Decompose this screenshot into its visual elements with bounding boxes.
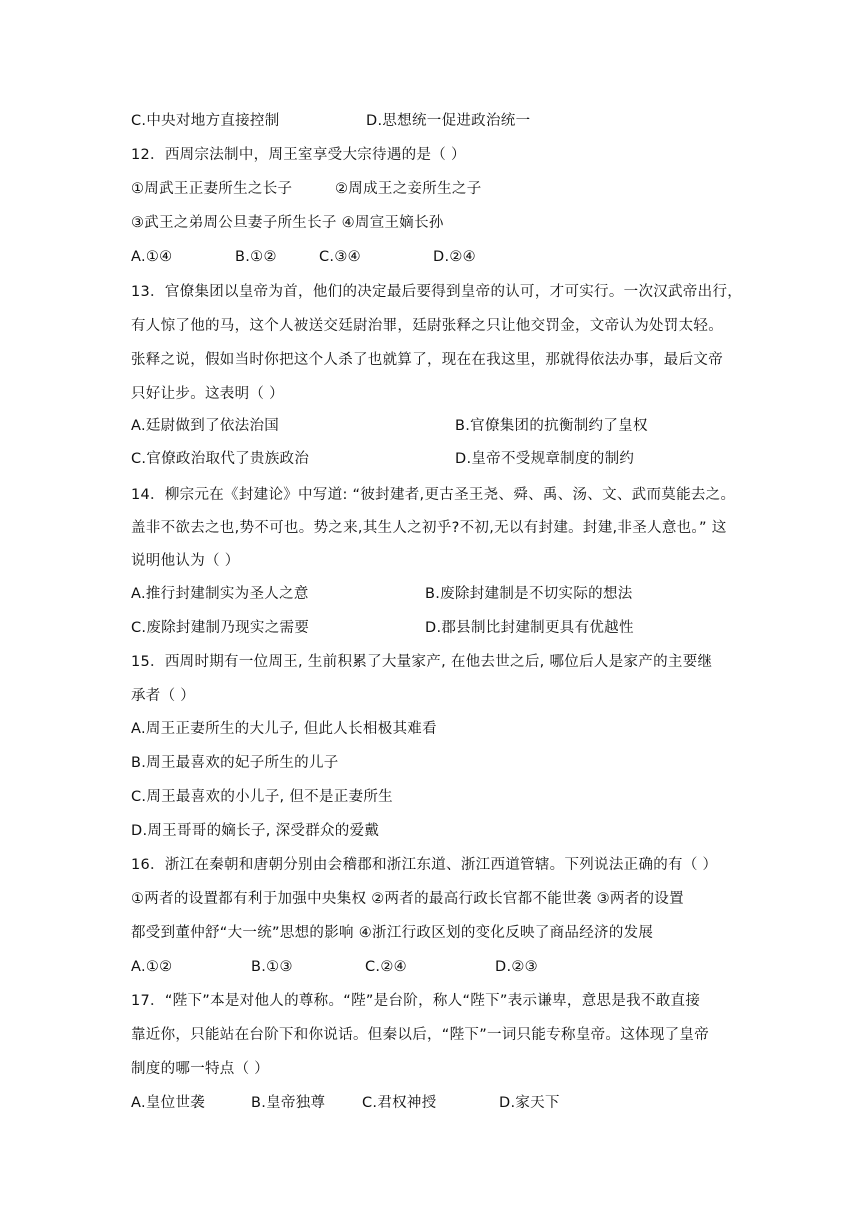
q14-stem-line: 盖非不欲去之也,势不可也。势之来,其生人之初乎?不初,无以有封建。封建,非圣人意也。” 这 — [131, 520, 727, 536]
q13-stem-line: 只好让步。这表明（ ） — [131, 386, 284, 402]
q15-option-b: B.周王最喜欢的妃子所生的儿子 — [131, 755, 339, 771]
q16-option-d: D.②③ — [495, 959, 538, 975]
q12-stem: 12．西周宗法制中，周王室享受大宗待遇的是（ ） — [131, 147, 466, 163]
q17-option-d: D.家天下 — [499, 1095, 560, 1111]
q14-stem-line: 14．柳宗元在《封建论》中写道: “彼封建者,更古圣王尧、舜、禹、汤、文、武而莫能去之。 — [131, 487, 736, 503]
q13-stem-line: 有人惊了他的马，这个人被送交廷尉治罪，廷尉张释之只让他交罚金，文帝认为处罚太轻。 — [131, 318, 723, 334]
q17-option-c: C.君权神授 — [362, 1095, 437, 1111]
q13-stem-line: 13．官僚集团以皇帝为首，他们的决定最后要得到皇帝的认可，才可实行。一次汉武帝出行， — [131, 284, 743, 300]
q13-option-d: D.皇帝不受规章制度的制约 — [455, 451, 635, 467]
q12-option-b: B.①② — [235, 249, 277, 265]
q12-item-1: ①周武王正妻所生之长子 — [131, 181, 293, 197]
q12-option-d: D.②④ — [433, 249, 476, 265]
q14-option-c: C.废除封建制乃现实之需要 — [131, 620, 310, 636]
q13-option-a: A.廷尉做到了依法治国 — [131, 418, 280, 434]
q12-items-line2: ③武王之弟周公旦妻子所生长子 ④周宣王嫡长孙 — [131, 215, 444, 231]
q11-option-c: C.中央对地方直接控制 — [131, 113, 280, 129]
q14-option-a: A.推行封建制实为圣人之意 — [131, 586, 309, 602]
q16-stem-line: 都受到董仲舒“大一统”思想的影响 ④浙江行政区划的变化反映了商品经济的发展 — [131, 925, 654, 941]
q17-stem-line: 制度的哪一特点（ ） — [131, 1061, 270, 1077]
q17-stem-line: 靠近你，只能站在台阶下和你说话。但秦以后，“陛下”一词只能专称皇帝。这体现了皇帝 — [131, 1027, 710, 1043]
q13-option-b: B.官僚集团的抗衡制约了皇权 — [455, 418, 648, 434]
q15-option-a: A.周王正妻所生的大儿子, 但此人长相极其难看 — [131, 721, 437, 737]
q14-option-b: B.废除封建制是不切实际的想法 — [425, 586, 633, 602]
q15-option-d: D.周王哥哥的嫡长子, 深受群众的爱戴 — [131, 823, 380, 839]
q16-stem-line: ①两者的设置都有利于加强中央集权 ②两者的最高行政长官都不能世袭 ③两者的设置 — [131, 891, 684, 907]
q16-option-b: B.①③ — [251, 959, 293, 975]
q17-stem-line: 17．“陛下”本是对他人的尊称。“陛”是台阶，称人“陛下”表示谦卑，意思是我不敢直接 — [131, 993, 701, 1009]
q13-option-c: C.官僚政治取代了贵族政治 — [131, 451, 310, 467]
q16-option-a: A.①② — [131, 959, 173, 975]
q15-stem-line: 15．西周时期有一位周王, 生前积累了大量家产, 在他去世之后, 哪位后人是家产的主要继 — [131, 654, 713, 670]
q12-item-2: ②周成王之妾所生之子 — [335, 181, 482, 197]
q14-stem-line: 说明他认为（ ） — [131, 553, 240, 569]
q15-stem-line: 承者（ ） — [131, 688, 196, 704]
q12-option-c: C.③④ — [319, 249, 361, 265]
q14-option-d: D.郡县制比封建制更具有优越性 — [425, 620, 634, 636]
q17-option-a: A.皇位世袭 — [131, 1095, 206, 1111]
q11-option-d: D.思想统一促进政治统一 — [366, 113, 531, 129]
q16-option-c: C.②④ — [365, 959, 407, 975]
q12-option-a: A.①④ — [131, 249, 173, 265]
q16-stem-line: 16．浙江在秦朝和唐朝分别由会稽郡和浙江东道、浙江西道管辖。下列说法正确的有（ ） — [131, 857, 718, 873]
q17-option-b: B.皇帝独尊 — [251, 1095, 326, 1111]
q15-option-c: C.周王最喜欢的小儿子, 但不是正妻所生 — [131, 789, 393, 805]
q13-stem-line: 张释之说，假如当时你把这个人杀了也就算了，现在在我这里，那就得依法办事，最后文帝 — [131, 352, 723, 368]
